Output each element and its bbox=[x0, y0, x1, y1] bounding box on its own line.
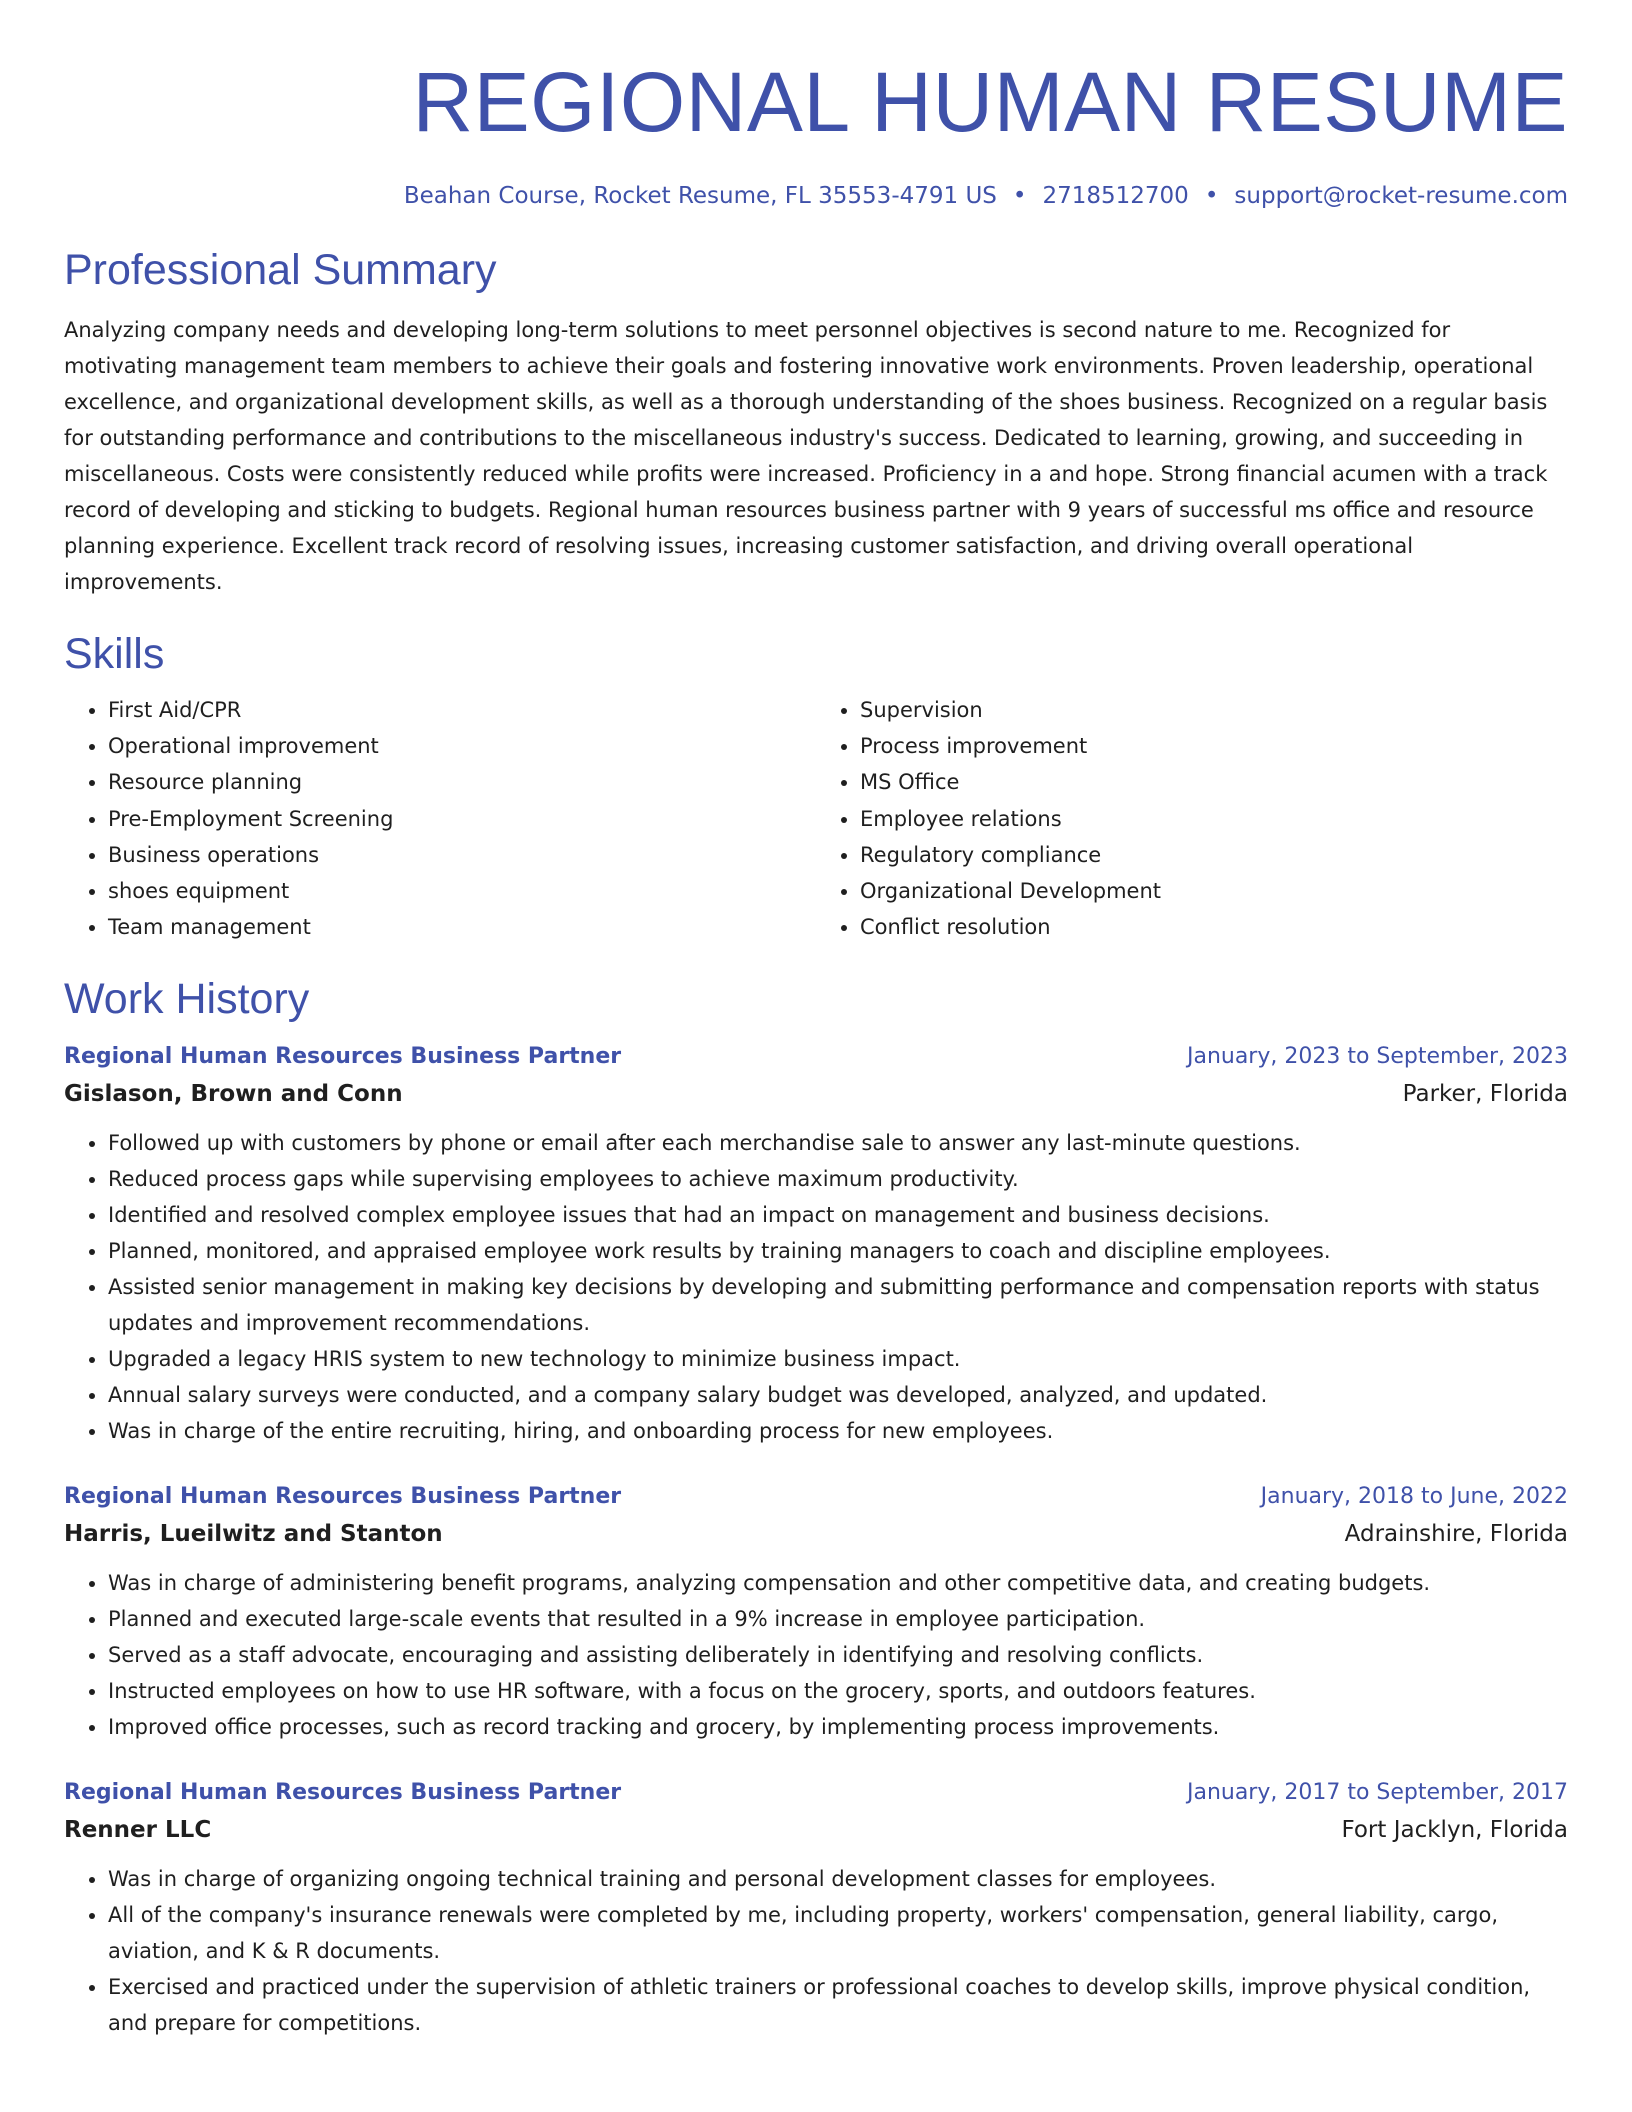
resume-header bbox=[64, 0, 1568, 212]
skill-item: • Employee relations bbox=[860, 801, 1568, 837]
job-location: Parker, Florida bbox=[1402, 1081, 1568, 1108]
contact-email: support@rocket-resume.com bbox=[1234, 183, 1568, 209]
job-bullet: • Was in charge of organizing ongoing technical training and personal development classes for employees. bbox=[108, 1861, 1568, 1897]
job-bullet: • Served as a staff advocate, encouraging and assisting deliberately in identifying and resolving conflicts. bbox=[108, 1637, 1568, 1673]
job-bullet: • All of the company's insurance renewals were completed by me, including property, workers' compensation, general liability, cargo, aviation, and K & R documents. bbox=[108, 1897, 1568, 1969]
skill-item: • Supervision bbox=[860, 692, 1568, 728]
job-entry bbox=[64, 1775, 1568, 2041]
job-company-row bbox=[64, 1811, 1568, 1849]
skill-item: • Process improvement bbox=[860, 728, 1568, 764]
skill-item: • Business operations bbox=[108, 837, 816, 873]
job-bullet: • Instructed employees on how to use HR software, with a focus on the grocery, sports, and outdoors features. bbox=[108, 1673, 1568, 1709]
job-bullet-list bbox=[64, 1125, 1568, 1449]
job-bullet: • Planned, monitored, and appraised employee work results by training managers to coach and discipline employees. bbox=[108, 1233, 1568, 1269]
job-title-row bbox=[64, 1479, 1568, 1515]
job-bullet: • Upgraded a legacy HRIS system to new technology to minimize business impact. bbox=[108, 1341, 1568, 1377]
job-bullet: • Exercised and practiced under the supervision of athletic trainers or professional coaches to develop skills, improve physical condition, and prepare for competitions. bbox=[108, 1969, 1568, 2041]
skill-item: • shoes equipment bbox=[108, 873, 816, 909]
job-bullet: • Was in charge of the entire recruiting, hiring, and onboarding process for new employees. bbox=[108, 1413, 1568, 1449]
job-company: Renner LLC bbox=[64, 1817, 212, 1844]
job-bullet: • Annual salary surveys were conducted, and a company salary budget was developed, analyzed, and updated. bbox=[108, 1377, 1568, 1413]
skills-heading: Skills bbox=[64, 630, 165, 678]
skill-item: • Organizational Development bbox=[860, 873, 1568, 909]
job-entry bbox=[64, 1479, 1568, 1745]
job-bullet: • Reduced process gaps while supervising employees to achieve maximum productivity. bbox=[108, 1161, 1568, 1197]
job-title: Regional Human Resources Business Partner bbox=[64, 1044, 622, 1070]
skill-item: • Pre-Employment Screening bbox=[108, 801, 816, 837]
job-bullet: • Improved office processes, such as record tracking and grocery, by implementing process improvements. bbox=[108, 1709, 1568, 1745]
contact-phone: 2718512700 bbox=[1042, 183, 1189, 209]
skills-list-left bbox=[64, 692, 816, 945]
contact-separator: • bbox=[1204, 183, 1219, 209]
skill-item: • Team management bbox=[108, 909, 816, 945]
job-title-row bbox=[64, 1039, 1568, 1075]
job-location: Adrainshire, Florida bbox=[1344, 1521, 1568, 1548]
job-company-row bbox=[64, 1075, 1568, 1113]
skill-item: • First Aid/CPR bbox=[108, 692, 816, 728]
skill-item: • Regulatory compliance bbox=[860, 837, 1568, 873]
skill-item: • MS Office bbox=[860, 764, 1568, 800]
job-title: Regional Human Resources Business Partner bbox=[64, 1780, 622, 1806]
job-dates: January, 2023 to September, 2023 bbox=[1186, 1044, 1568, 1070]
job-bullet: • Followed up with customers by phone or email after each merchandise sale to answer any last-minute questions. bbox=[108, 1125, 1568, 1161]
summary-text: Analyzing company needs and developing long-term solutions to meet personnel objectives is second nature to me. Recognized for motivating management team members to achieve their goals and fostering innovative work environments. Proven leadership, operational excellence, and organizational development skills, as well as a thorough understanding of the shoes business. Recognized on a regular basis for outstanding performance and contributions to the miscellaneous industry's success. Dedicated to learning, growing, and succeeding in miscellaneous. Costs were consistently reduced while profits were increased. Proficiency in a and hope. Strong financial acumen with a track record of developing and sticking to budgets. Regional human resources business partner with 9 years of successful ms office and resource planning experience. Excellent track record of resolving issues, increasing customer satisfaction, and driving overall operational improvements. bbox=[64, 318, 1548, 594]
job-dates: January, 2017 to September, 2017 bbox=[1186, 1780, 1568, 1806]
contact-line bbox=[64, 180, 1568, 212]
job-bullet: • Assisted senior management in making key decisions by developing and submitting performance and compensation reports with status updates and improvement recommendations. bbox=[108, 1269, 1568, 1341]
job-company: Gislason, Brown and Conn bbox=[64, 1081, 403, 1108]
skills-list-right bbox=[816, 692, 1568, 945]
job-bullet: • Was in charge of administering benefit programs, analyzing compensation and other competitive data, and creating budgets. bbox=[108, 1565, 1568, 1601]
work-history-heading: Work History bbox=[64, 975, 310, 1024]
job-title-row bbox=[64, 1775, 1568, 1811]
job-bullet-list bbox=[64, 1565, 1568, 1745]
skills-columns bbox=[64, 692, 1568, 945]
contact-separator: • bbox=[1012, 183, 1027, 209]
skill-item: • Operational improvement bbox=[108, 728, 816, 764]
job-company: Harris, Lueilwitz and Stanton bbox=[64, 1521, 443, 1548]
job-bullet-list bbox=[64, 1861, 1568, 2041]
skill-item: • Resource planning bbox=[108, 764, 816, 800]
job-company-row bbox=[64, 1515, 1568, 1553]
job-bullet: • Planned and executed large-scale events that resulted in a 9% increase in employee participation. bbox=[108, 1601, 1568, 1637]
candidate-name: REGIONAL HUMAN RESUME bbox=[412, 55, 1568, 149]
skill-item: • Conflict resolution bbox=[860, 909, 1568, 945]
job-dates: January, 2018 to June, 2022 bbox=[1260, 1484, 1568, 1510]
job-location: Fort Jacklyn, Florida bbox=[1341, 1817, 1568, 1844]
contact-address: Beahan Course, Rocket Resume, FL 35553-4791 US bbox=[403, 183, 997, 209]
job-entry bbox=[64, 1039, 1568, 1449]
job-bullet: • Identified and resolved complex employee issues that had an impact on management and business decisions. bbox=[108, 1197, 1568, 1233]
job-title: Regional Human Resources Business Partner bbox=[64, 1484, 622, 1510]
summary-heading: Professional Summary bbox=[64, 246, 497, 294]
